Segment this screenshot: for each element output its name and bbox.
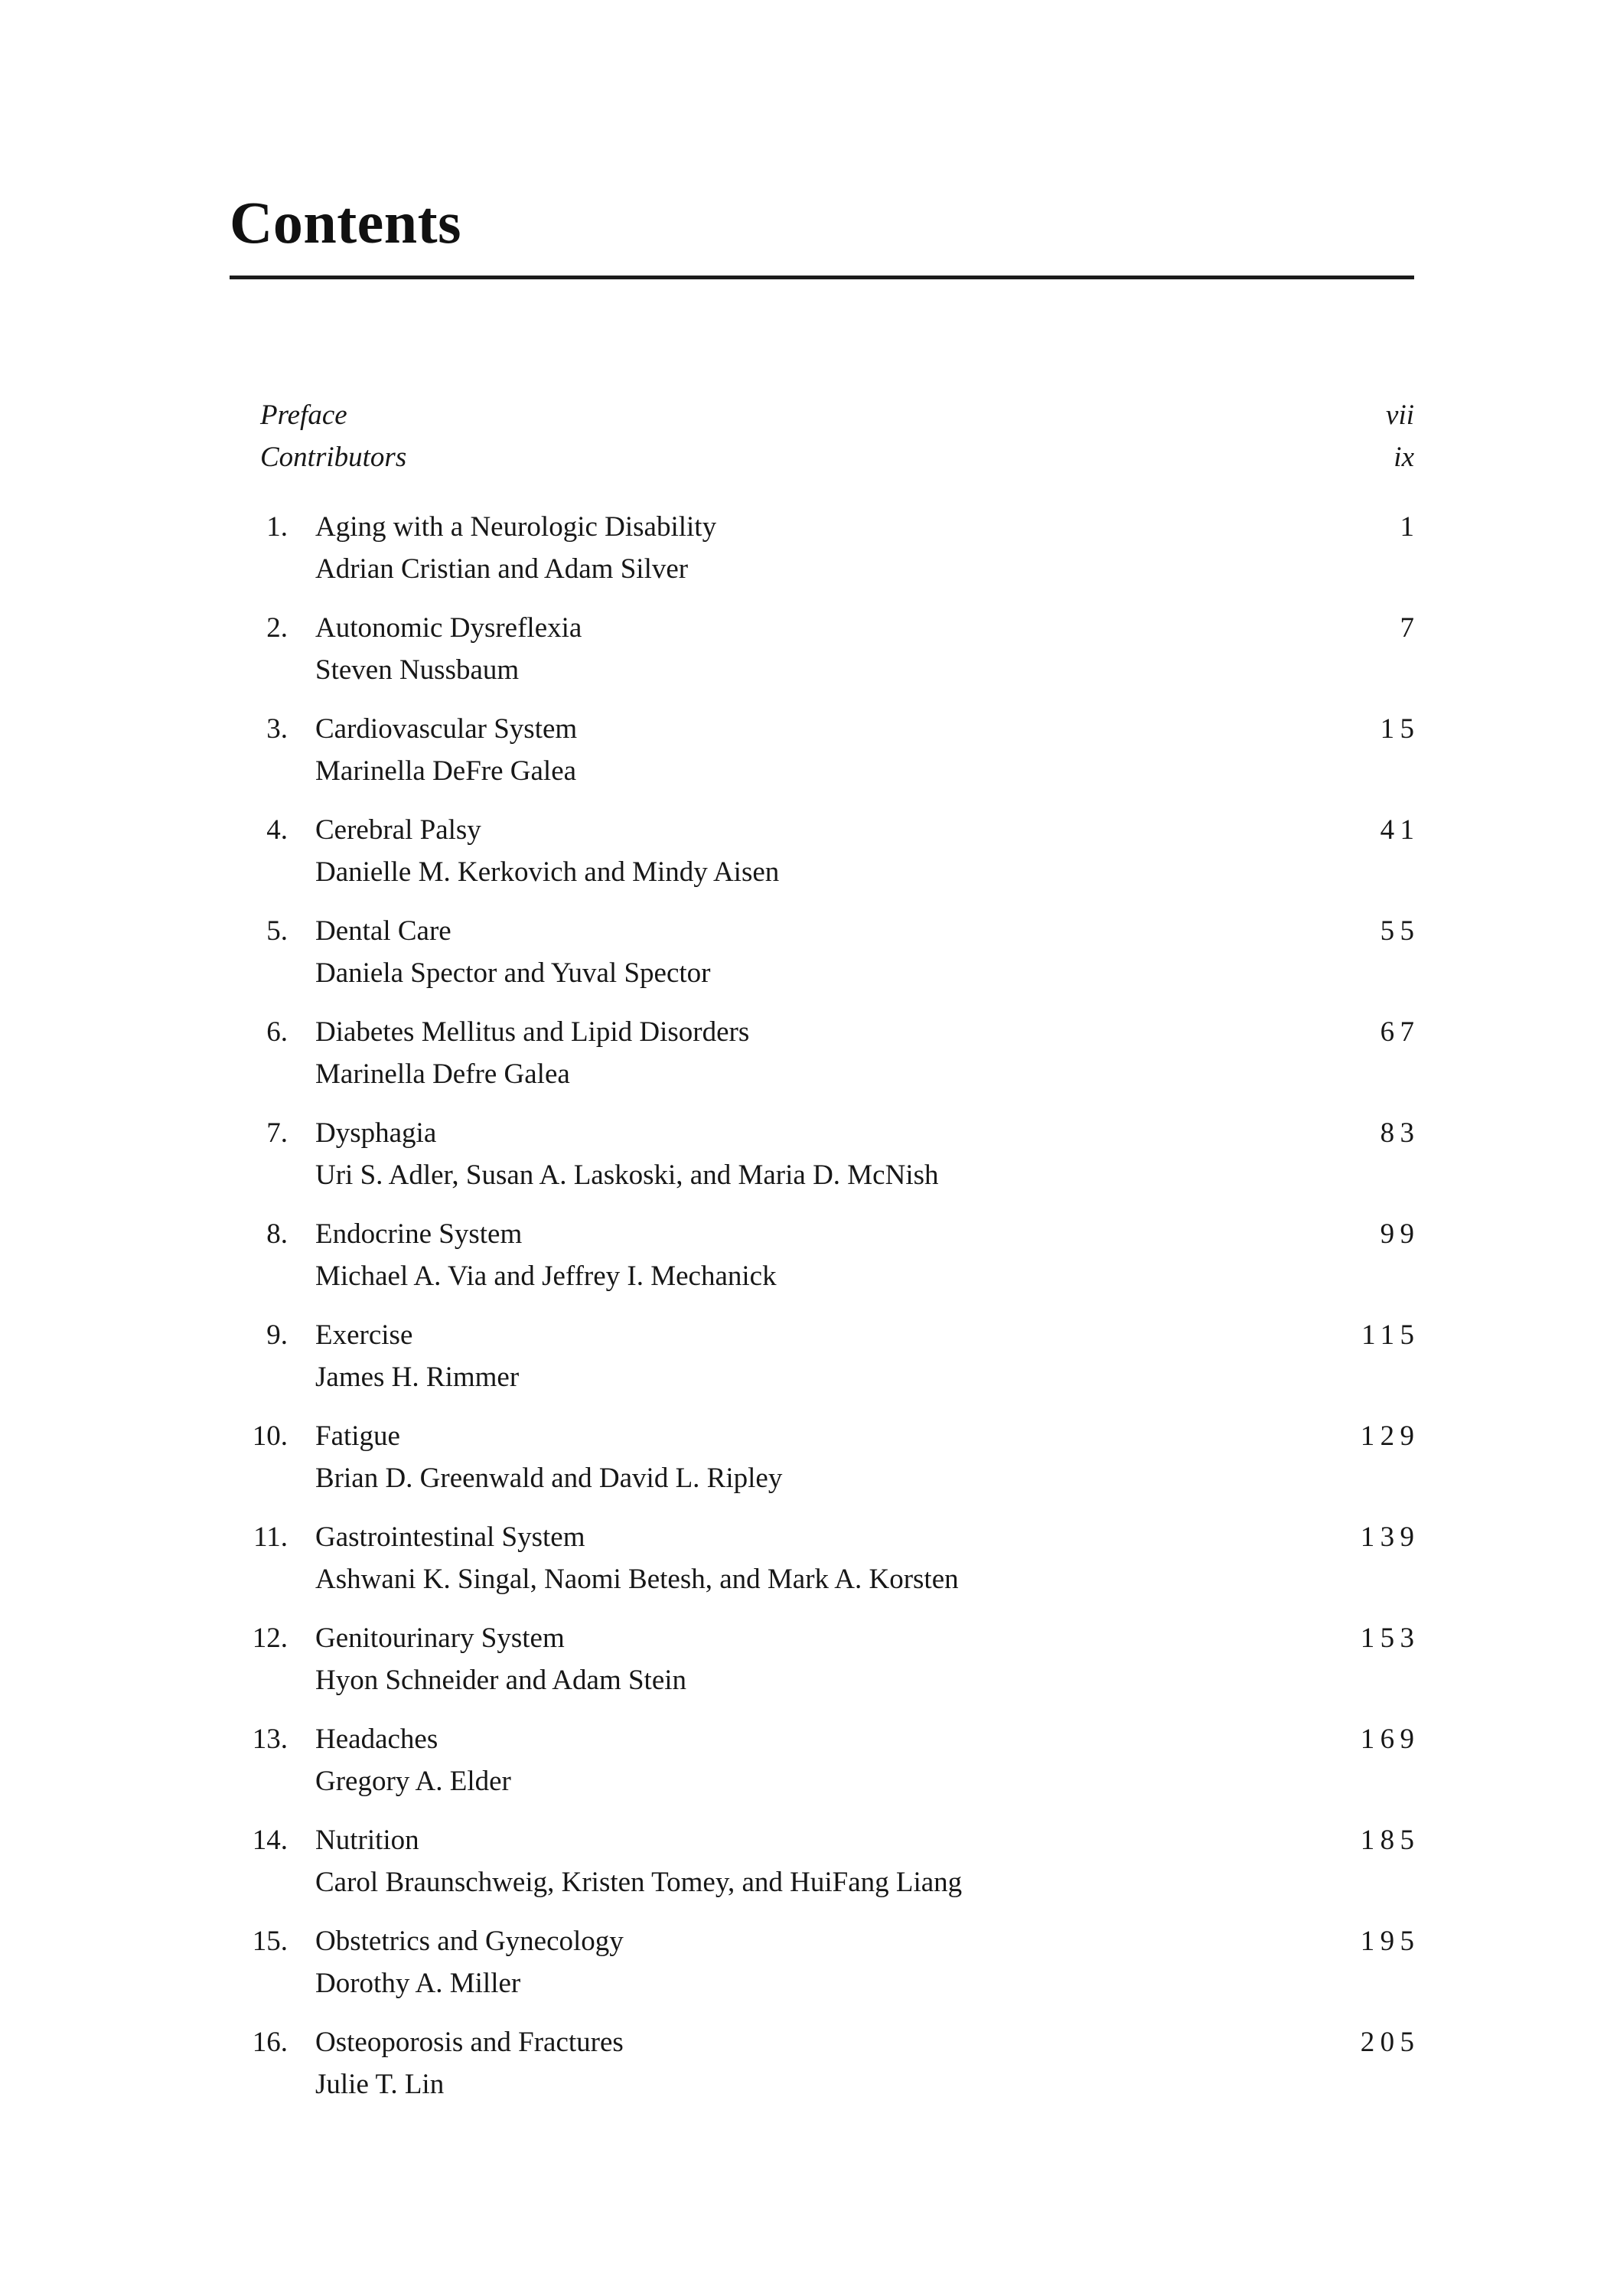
chapter-title: Aging with a Neurologic Disability [315,510,717,543]
chapter-authors: Carol Braunschweig, Kristen Tomey, and HuiFang Liang [315,1866,963,1898]
front-matter-label: Contributors [260,441,407,473]
chapter-page-number: 67 [1380,1016,1420,1048]
chapter-number: 3. [266,713,288,745]
chapter-title-row [315,1213,1420,1255]
chapter-authors: Julie T. Lin [315,2068,445,2100]
chapter-entry-body [315,1516,1420,1600]
toc-entry [230,1516,1420,1600]
chapter-title: Fatigue [315,1420,400,1452]
chapter-title: Cardiovascular System [315,713,578,745]
chapter-title-row [315,910,1420,952]
toc-entry [230,809,1420,893]
toc-entry [230,607,1420,691]
chapter-authors: Ashwani K. Singal, Naomi Betesh, and Mark A. Korsten [315,1563,959,1595]
chapter-number: 9. [266,1319,288,1351]
chapter-number: 6. [266,1016,288,1048]
chapter-page-number: 7 [1400,612,1420,644]
chapter-authors: Gregory A. Elder [315,1765,511,1797]
chapter-entry-body [315,910,1420,994]
toc-entry [230,1011,1420,1095]
chapter-title-row [315,809,1420,851]
chapter-page-number: 139 [1360,1521,1420,1553]
chapter-title-row [315,1516,1420,1558]
chapter-title-row [315,1617,1420,1659]
chapter-title-row [315,1314,1420,1356]
chapter-title: Nutrition [315,1824,419,1856]
chapter-title-row [315,1011,1420,1053]
chapter-entry-body [315,1617,1420,1701]
chapter-number: 4. [266,814,288,846]
chapter-authors: Adrian Cristian and Adam Silver [315,553,689,585]
chapter-number: 10. [252,1420,288,1452]
chapter-title-row [315,1920,1420,1962]
chapter-entry-body [315,1920,1420,2004]
chapter-title-row [315,1819,1420,1861]
front-matter [230,394,1414,478]
chapter-number: 15. [252,1925,288,1957]
chapter-entry-body [315,1415,1420,1499]
toc-entry [230,1213,1420,1297]
toc-entry [230,1819,1420,1903]
chapter-title-row [315,1415,1420,1457]
chapter-authors: Danielle M. Kerkovich and Mindy Aisen [315,856,780,888]
chapter-page-number: 129 [1360,1420,1420,1452]
chapter-number: 12. [252,1622,288,1654]
toc-entry [230,708,1420,792]
chapter-title-row [315,2021,1420,2063]
chapter-number: 11. [253,1521,288,1553]
chapter-number: 14. [252,1824,288,1856]
chapter-title: Endocrine System [315,1218,523,1250]
chapter-authors: Marinella DeFre Galea [315,755,577,787]
chapter-page-number: 99 [1380,1218,1420,1250]
chapter-authors: Michael A. Via and Jeffrey I. Mechanick [315,1260,777,1292]
chapter-title: Diabetes Mellitus and Lipid Disorders [315,1016,750,1048]
chapter-title-row [315,1112,1420,1154]
chapter-title-row [315,506,1420,548]
chapter-title: Genitourinary System [315,1622,565,1654]
chapter-number: 13. [252,1723,288,1755]
chapter-entry-body [315,1819,1420,1903]
toc-entry [230,1112,1420,1196]
chapter-number: 2. [266,612,288,644]
chapter-authors: Brian D. Greenwald and David L. Ripley [315,1462,783,1494]
toc-entry [230,910,1420,994]
chapter-entry-body [315,506,1420,590]
chapter-number: 8. [266,1218,288,1250]
chapter-authors: Uri S. Adler, Susan A. Laskoski, and Maria D. McNish [315,1159,939,1191]
chapter-authors: Dorothy A. Miller [315,1967,521,1999]
toc-entry [230,1920,1420,2004]
toc-entry [230,1718,1420,1802]
chapter-authors: Hyon Schneider and Adam Stein [315,1664,687,1696]
chapter-page-number: 15 [1380,713,1420,745]
chapter-title: Dysphagia [315,1117,437,1149]
chapter-entry-body [315,708,1420,792]
chapter-title: Dental Care [315,915,451,947]
chapter-title-row [315,708,1420,750]
chapter-entry-body [315,1314,1420,1398]
chapter-title: Gastrointestinal System [315,1521,585,1553]
chapter-entry-body [315,607,1420,691]
toc-entry [230,1415,1420,1499]
chapter-page-number: 205 [1360,2026,1420,2058]
chapter-entry-body [315,1213,1420,1297]
toc-entry [230,506,1420,590]
table-of-contents [230,394,1420,2105]
chapter-title: Osteoporosis and Fractures [315,2026,624,2058]
chapter-entry-body [315,1112,1420,1196]
chapter-title-row [315,1718,1420,1760]
chapter-page-number: 169 [1360,1723,1420,1755]
chapter-number: 7. [266,1117,288,1149]
chapter-page-number: 185 [1360,1824,1420,1856]
toc-entry-preface [260,394,1414,436]
chapter-authors: James H. Rimmer [315,1361,520,1393]
toc-entry [230,1314,1420,1398]
chapter-title: Obstetrics and Gynecology [315,1925,624,1957]
chapter-page-number: 153 [1360,1622,1420,1654]
chapter-entry-body [315,2021,1420,2105]
title-rule [230,276,1414,279]
chapter-authors: Daniela Spector and Yuval Spector [315,957,711,989]
toc-entry-contributors [260,436,1414,478]
chapter-title: Autonomic Dysreflexia [315,612,582,644]
chapter-authors: Steven Nussbaum [315,654,520,686]
chapter-title: Headaches [315,1723,438,1755]
chapter-number: 1. [266,510,288,543]
page-title: Contents [230,189,462,256]
chapter-page-number: 83 [1380,1117,1420,1149]
chapter-authors: Marinella Defre Galea [315,1058,570,1090]
chapter-entry-body [315,1011,1420,1095]
chapter-entry-body [315,1718,1420,1802]
chapter-title: Exercise [315,1319,413,1351]
chapter-page-number: 55 [1380,915,1420,947]
front-matter-page-number: vii [1386,399,1414,431]
chapter-entry-body [315,809,1420,893]
toc-entry [230,1617,1420,1701]
chapter-title-row [315,607,1420,649]
chapter-page-number: 195 [1360,1925,1420,1957]
chapter-page-number: 115 [1361,1319,1420,1351]
chapter-number: 16. [252,2026,288,2058]
chapter-list [230,506,1420,2105]
front-matter-page-number: ix [1393,441,1414,473]
chapter-page-number: 1 [1400,510,1420,543]
chapter-number: 5. [266,915,288,947]
chapter-title: Cerebral Palsy [315,814,481,846]
front-matter-label: Preface [260,399,347,431]
toc-entry [230,2021,1420,2105]
chapter-page-number: 41 [1380,814,1420,846]
